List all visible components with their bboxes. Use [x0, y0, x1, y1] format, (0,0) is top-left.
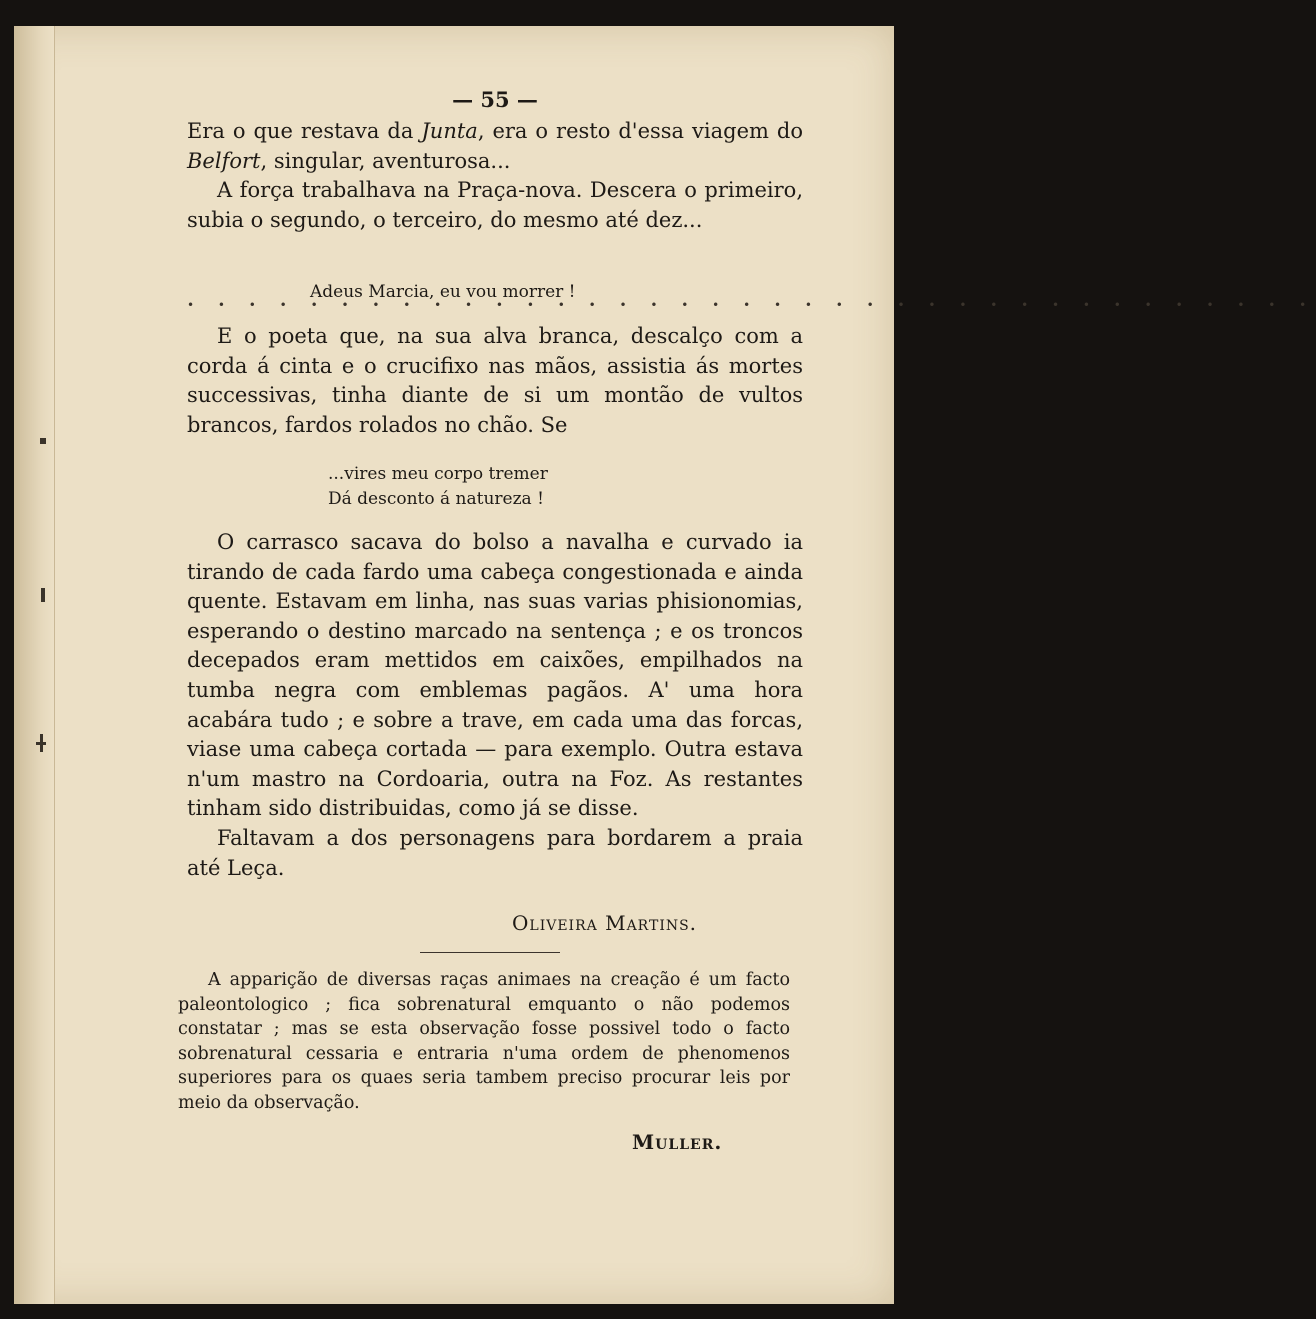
- page-gutter: [14, 26, 55, 1304]
- page-number: — 55 —: [452, 87, 538, 112]
- paragraph-3: E o poeta que, na sua alva branca, descalço com a corda á cinta e o crucifixo nas mãos, assistia ás mortes successivas, tinha diante de si um montão de vultos brancos, fardos rolados no chão. Se: [187, 324, 803, 437]
- margin-mark: [40, 734, 43, 752]
- verse-line: Adeus Marcia, eu vou morrer !: [310, 282, 576, 302]
- paragraph-1-text: , singular, aventurosa...: [260, 148, 511, 173]
- signature-oliveira-martins: Oliveira Martins.: [512, 911, 698, 935]
- paragraph-1: [187, 117, 803, 176]
- footnote: [178, 968, 790, 1116]
- footnote-rule: [420, 952, 560, 953]
- footnote-text: A apparição de diversas raças animaes na creação é um facto paleontologico ; fica sobrenatural emquanto o não podemos constatar ; mas se esta observação fosse possivel todo o facto sobrenatural cessaria e entraria n'uma ordem de phenomenos superiores para os quaes seria tambem preciso procurar leis por meio da observação.: [178, 970, 790, 1113]
- paragraph-4: O carrasco sacava do bolso a navalha e curvado ia tirando de cada fardo uma cabeça congestionada e ainda quente. Estavam em linha, nas suas varias phisionomias, esperando o destino marcado na sentença ; e os troncos decepados eram mettidos em caixões, empilhados na tumba negra com emblemas pagãos. A' uma hora acabára tudo ; e sobre a trave, em cada uma das forcas, viase uma cabeça cortada — para exemplo. Outra estava n'um mastro na Cordoaria, outra na Foz. As restantes tinham sido distribuidas, como já se disse.: [187, 530, 803, 821]
- paragraph-4-block: [187, 528, 803, 883]
- paragraph-1-text: , era o resto d'essa viagem do: [477, 119, 803, 143]
- verse-stanza: [328, 462, 548, 512]
- paragraph-1-text: Era o que restava da: [187, 119, 422, 143]
- ellipsis-dots: • • • • • • • • • • • • • • • • • • • • • • • • • • • • • • • • • • • • •: [187, 298, 1316, 312]
- opening-paragraphs: [187, 117, 803, 235]
- verse-line: ...vires meu corpo tremer: [328, 464, 548, 484]
- verse-line: Dá desconto á natureza !: [328, 489, 544, 509]
- paragraph-3-block: [187, 322, 803, 440]
- margin-mark: [41, 588, 45, 602]
- paragraph-5: Faltavam a dos personagens para bordarem a praia até Leça.: [187, 825, 803, 880]
- margin-mark: [40, 438, 46, 444]
- paragraph-1-emphasis-junta: Junta: [421, 119, 478, 143]
- signature-muller: Muller.: [632, 1130, 723, 1154]
- paragraph-1-emphasis-belfort: Belfort: [187, 148, 261, 173]
- paragraph-2: A força trabalhava na Praça-nova. Descera o primeiro, subia o segundo, o terceiro, do mesmo até dez...: [187, 178, 803, 232]
